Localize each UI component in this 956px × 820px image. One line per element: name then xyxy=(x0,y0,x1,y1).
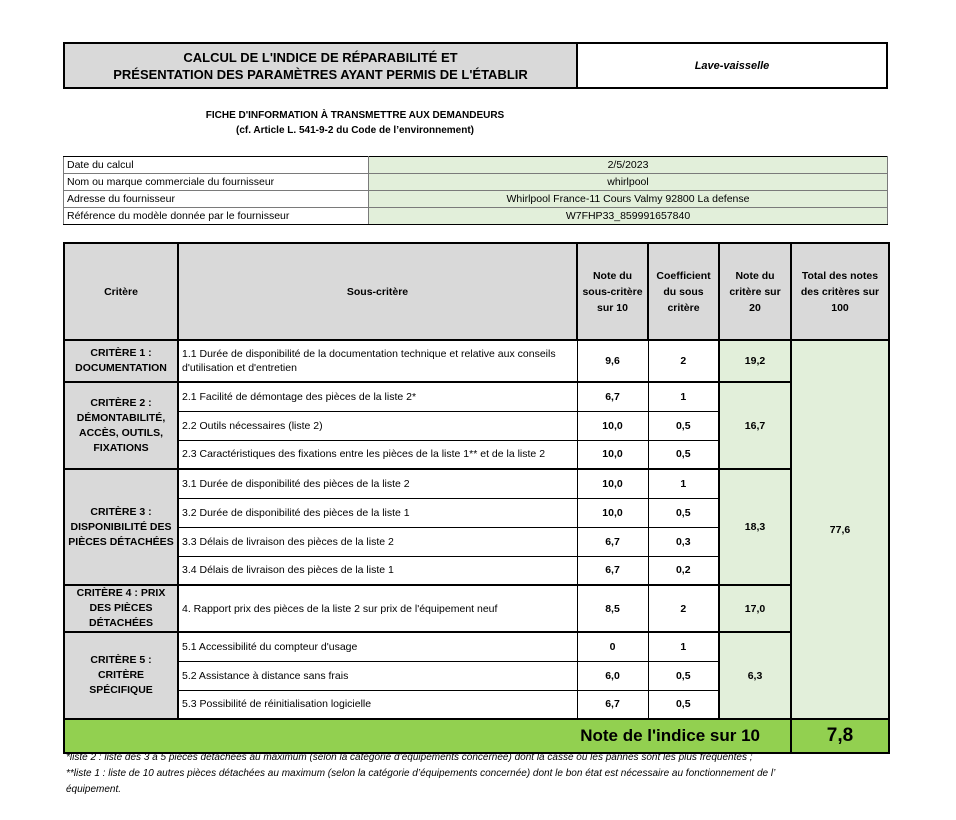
sub-criterion-coef: 0,5 xyxy=(648,661,719,690)
info-label: Référence du modèle donnée par le fournisseur xyxy=(64,208,369,225)
sub-criterion-coef: 1 xyxy=(648,632,719,661)
criterion-score-20: 18,3 xyxy=(719,469,791,585)
sub-criterion-coef: 0,3 xyxy=(648,527,719,556)
sub-criterion-score: 6,7 xyxy=(577,527,648,556)
final-score-label: Note de l'indice sur 10 xyxy=(64,719,791,753)
criterion-name: CRITÈRE 2 : DÉMONTABILITÉ, ACCÈS, OUTILS, FIXATIONS xyxy=(64,382,178,469)
criterion-name: CRITÈRE 5 : CRITÈRE SPÉCIFIQUE xyxy=(64,632,178,719)
table-row xyxy=(64,340,889,382)
sub-criterion-score: 10,0 xyxy=(577,440,648,469)
sub-criterion-score: 10,0 xyxy=(577,498,648,527)
footnote-liste-1: **liste 1 : liste de 10 autres pièces détachées au maximum (selon la catégorie d’équipements concernée) dont le bon état est nécessaire au fonctionnement de l’ xyxy=(66,768,776,779)
sub-criterion-label: 3.1 Durée de disponibilité des pièces de la liste 2 xyxy=(178,469,577,498)
criterion-name: CRITÈRE 4 : PRIX DES PIÈCES DÉTACHÉES xyxy=(64,585,178,632)
info-row xyxy=(64,191,888,208)
sub-criterion-score: 10,0 xyxy=(577,469,648,498)
sub-criterion-score: 0 xyxy=(577,632,648,661)
sub-criterion-label: 5.3 Possibilité de réinitialisation logicielle xyxy=(178,690,577,719)
footnote-liste-2: *liste 2 : liste des 3 à 5 pièces détachées au maximum (selon la catégorie d’équipements concernée) dont la casse ou les pannes sont les plus fréquentes ; xyxy=(66,752,753,763)
footnote-continuation: équipement. xyxy=(66,784,122,795)
criterion-score-20: 17,0 xyxy=(719,585,791,632)
table-header-row xyxy=(64,243,889,340)
title-line-2: PRÉSENTATION DES PARAMÈTRES AYANT PERMIS DE L'ÉTABLIR xyxy=(113,66,528,82)
sub-criterion-coef: 0,5 xyxy=(648,411,719,440)
sub-criterion-coef: 0,5 xyxy=(648,440,719,469)
sub-criterion-score: 6,7 xyxy=(577,382,648,411)
info-row xyxy=(64,208,888,225)
title-line-1: CALCUL DE L'INDICE DE RÉPARABILITÉ ET xyxy=(183,49,458,65)
sub-criterion-label: 5.1 Accessibilité du compteur d'usage xyxy=(178,632,577,661)
subheading-line-1: FICHE D'INFORMATION À TRANSMETTRE AUX DEMANDEURS xyxy=(205,110,505,121)
header-note-sous-critere: Note du sous-critère sur 10 xyxy=(577,243,648,340)
sub-criterion-coef: 2 xyxy=(648,585,719,632)
sub-criterion-coef: 2 xyxy=(648,340,719,382)
subheading-line-2: (cf. Article L. 541-9-2 du Code de l’environnement) xyxy=(235,125,474,136)
sub-criterion-score: 6,0 xyxy=(577,661,648,690)
sub-criterion-label: 2.3 Caractéristiques des fixations entre les pièces de la liste 1** et de la liste 2 xyxy=(178,440,577,469)
info-value: W7FHP33_859991657840 xyxy=(369,208,888,225)
sub-criterion-label: 2.1 Facilité de démontage des pièces de la liste 2* xyxy=(178,382,577,411)
sub-criterion-coef: 0,2 xyxy=(648,556,719,585)
table-row xyxy=(64,632,889,661)
sub-criterion-label: 1.1 Durée de disponibilité de la documentation technique et relative aux conseils d'utilisation et d'entretien xyxy=(178,340,577,382)
sub-criterion-score: 6,7 xyxy=(577,690,648,719)
header-total-100: Total des notes des critères sur 100 xyxy=(791,243,889,340)
info-label: Nom ou marque commerciale du fournisseur xyxy=(64,174,369,191)
sub-criterion-score: 6,7 xyxy=(577,556,648,585)
final-score-row xyxy=(64,719,889,753)
product-category: Lave-vaisselle xyxy=(577,42,888,89)
sub-criterion-label: 4. Rapport prix des pièces de la liste 2 sur prix de l'équipement neuf xyxy=(178,585,577,632)
sub-criterion-label: 3.4 Délais de livraison des pièces de la liste 1 xyxy=(178,556,577,585)
table-row xyxy=(64,585,889,632)
supplier-info-table xyxy=(63,156,888,225)
header-note-20: Note du critère sur 20 xyxy=(719,243,791,340)
table-row xyxy=(64,382,889,411)
criterion-score-20: 19,2 xyxy=(719,340,791,382)
sub-criterion-label: 2.2 Outils nécessaires (liste 2) xyxy=(178,411,577,440)
info-row xyxy=(64,157,888,174)
sub-criterion-score: 10,0 xyxy=(577,411,648,440)
sub-criterion-coef: 0,5 xyxy=(648,498,719,527)
table-row xyxy=(64,469,889,498)
criterion-score-20: 6,3 xyxy=(719,632,791,719)
sub-criterion-label: 5.2 Assistance à distance sans frais xyxy=(178,661,577,690)
final-score-value: 7,8 xyxy=(791,719,889,753)
sub-criterion-coef: 1 xyxy=(648,382,719,411)
subheading xyxy=(150,108,560,138)
sub-criterion-score: 8,5 xyxy=(577,585,648,632)
header-coefficient: Coefficient du sous critère xyxy=(648,243,719,340)
info-row xyxy=(64,174,888,191)
info-value: 2/5/2023 xyxy=(369,157,888,174)
criteria-table xyxy=(63,242,890,754)
criterion-name: CRITÈRE 1 : DOCUMENTATION xyxy=(64,340,178,382)
total-score-100: 77,6 xyxy=(791,340,889,719)
sub-criterion-score: 9,6 xyxy=(577,340,648,382)
document-title xyxy=(63,42,577,89)
header-critere: Critère xyxy=(64,243,178,340)
criterion-score-20: 16,7 xyxy=(719,382,791,469)
info-value: whirlpool xyxy=(369,174,888,191)
header-sous-critere: Sous-critère xyxy=(178,243,577,340)
sub-criterion-label: 3.3 Délais de livraison des pièces de la liste 2 xyxy=(178,527,577,556)
info-label: Date du calcul xyxy=(64,157,369,174)
info-value: Whirlpool France-11 Cours Valmy 92800 La defense xyxy=(369,191,888,208)
sub-criterion-coef: 0,5 xyxy=(648,690,719,719)
sub-criterion-coef: 1 xyxy=(648,469,719,498)
criterion-name: CRITÈRE 3 : DISPONIBILITÉ DES PIÈCES DÉTACHÉES xyxy=(64,469,178,585)
info-label: Adresse du fournisseur xyxy=(64,191,369,208)
sub-criterion-label: 3.2 Durée de disponibilité des pièces de la liste 1 xyxy=(178,498,577,527)
footnotes xyxy=(66,750,896,798)
